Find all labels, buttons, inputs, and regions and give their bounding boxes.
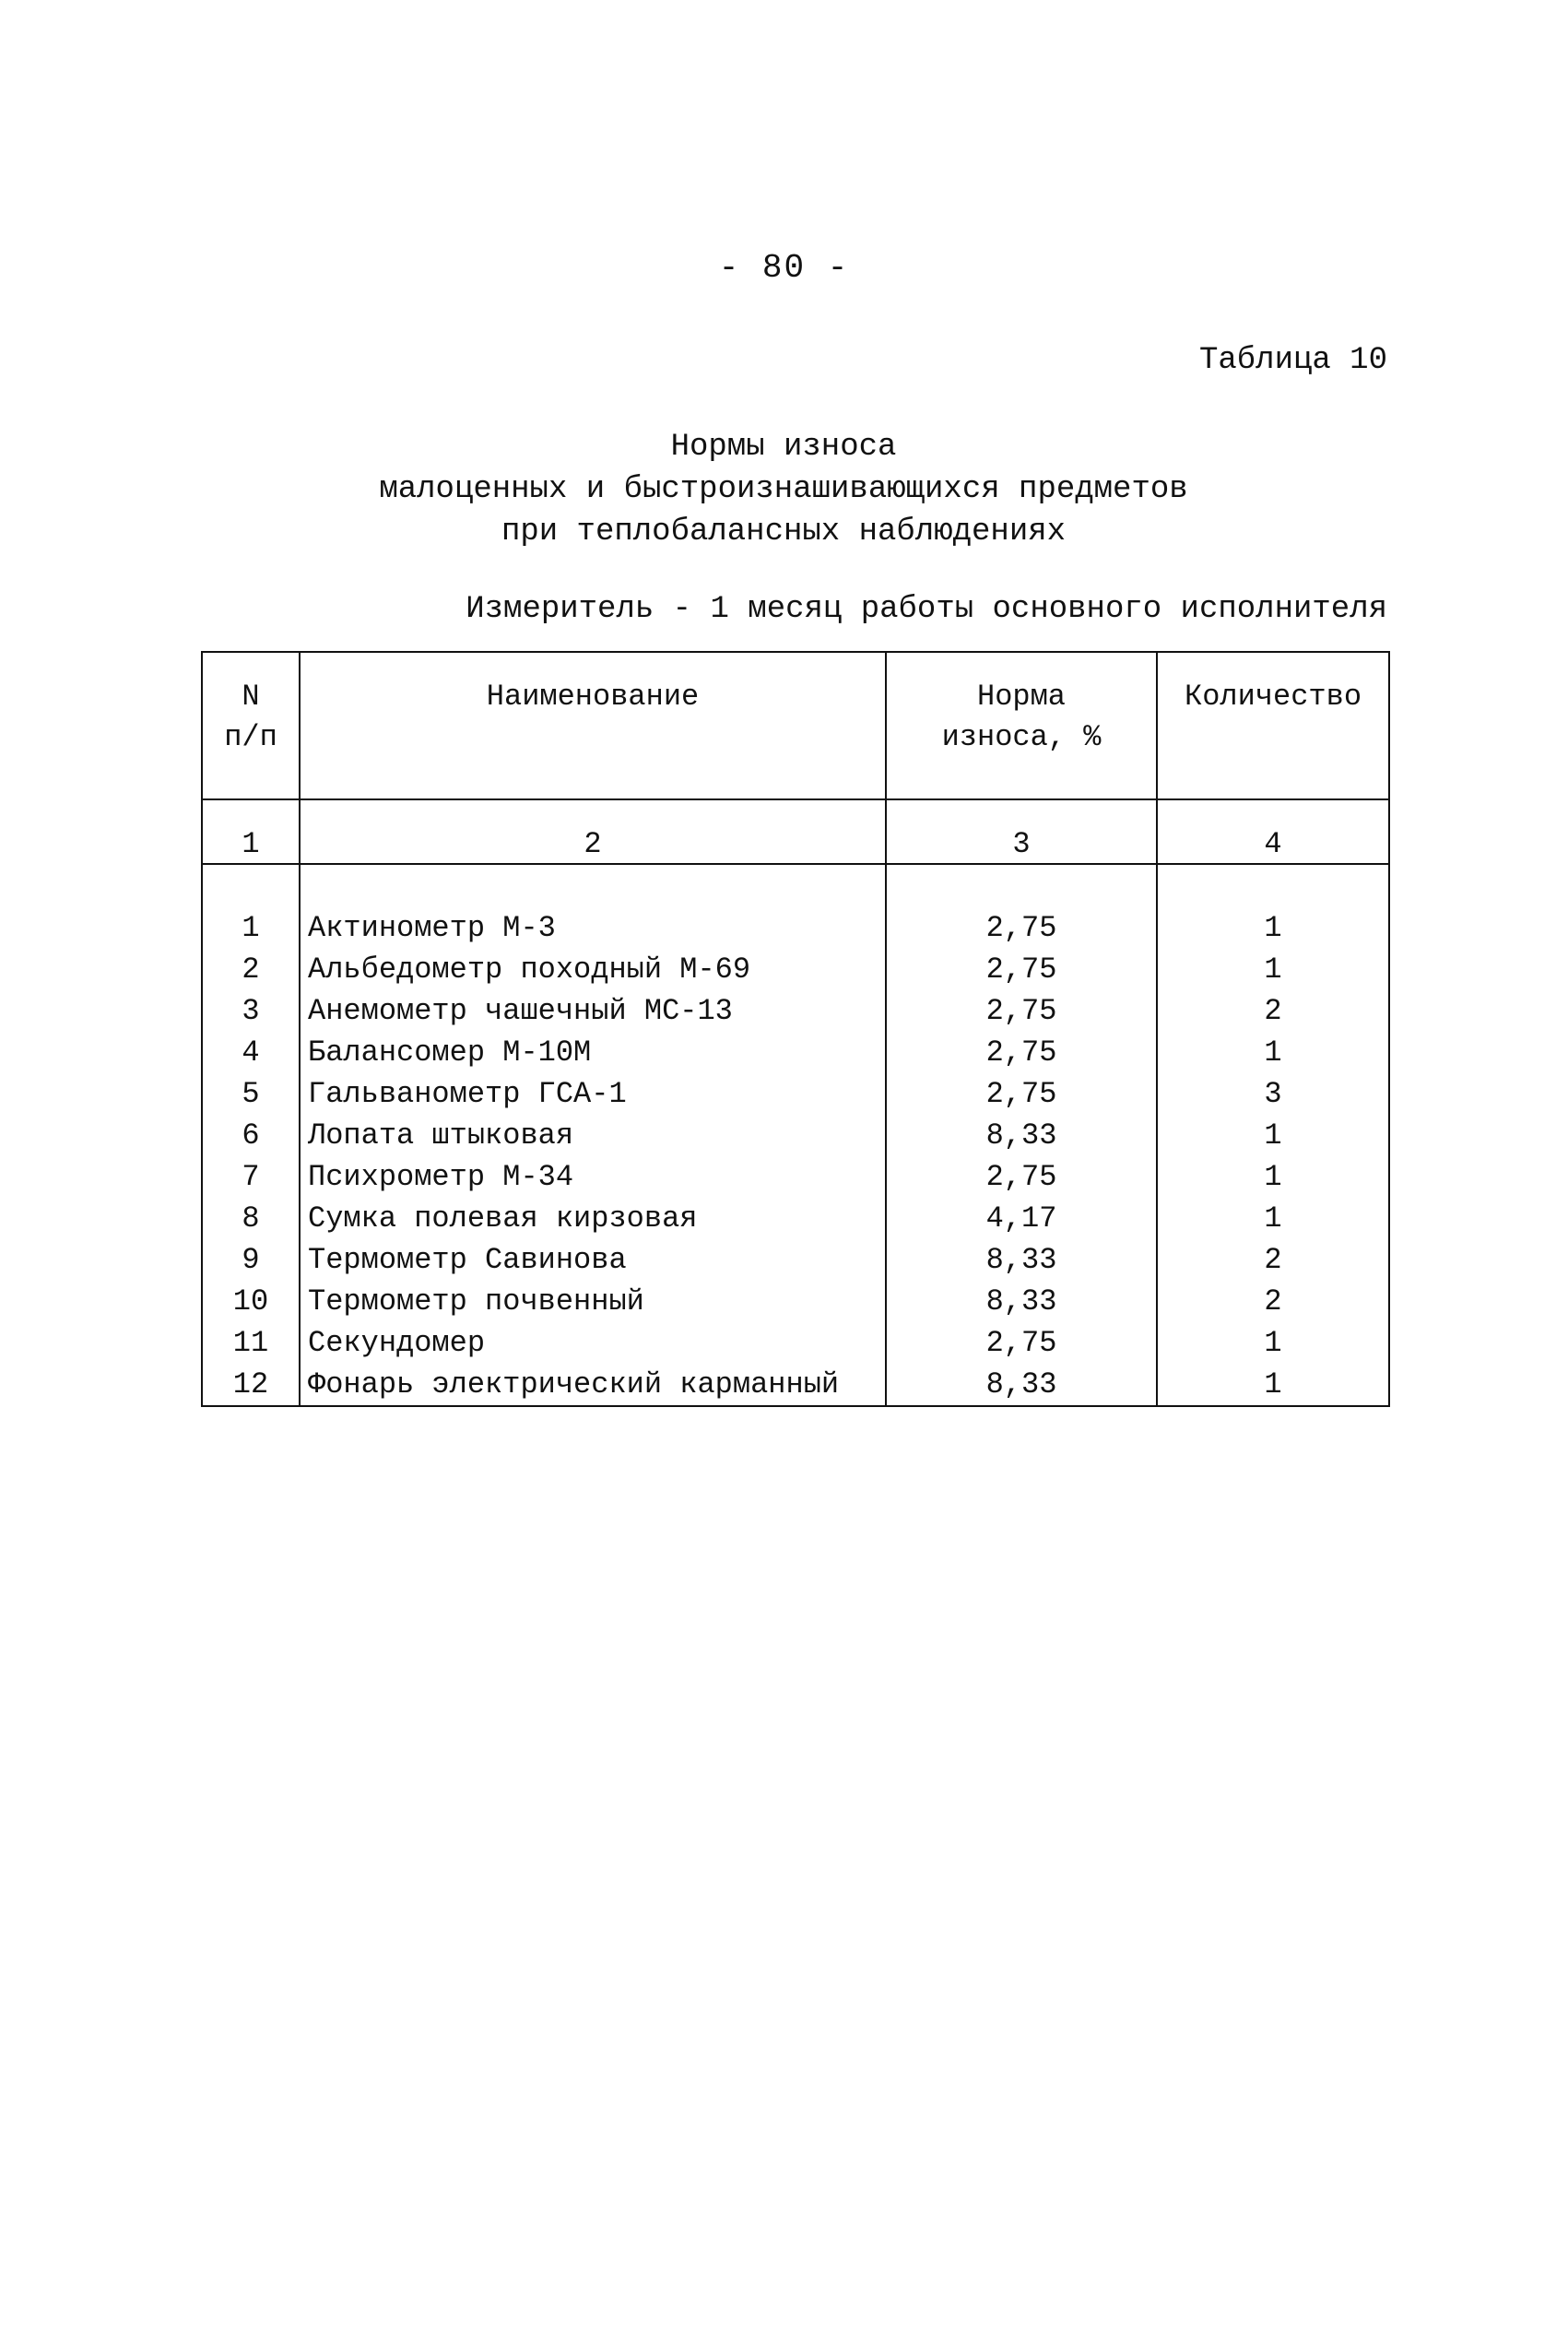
wear-norm: 2,75 [886,1322,1157,1364]
page-number: - 80 - [718,249,850,287]
item-name: Альбедометр походный М-69 [300,949,886,990]
row-number: 1 [202,907,300,949]
wear-norm: 4,17 [886,1198,1157,1239]
header-norm [886,652,1157,799]
quantity: 1 [1157,1156,1389,1198]
table-row [202,1198,1389,1239]
quantity: 1 [1157,949,1389,990]
item-name: Гальванометр ГСА-1 [300,1073,886,1115]
quantity: 3 [1157,1073,1389,1115]
item-name: Фонарь электрический карманный [300,1364,886,1406]
row-number: 2 [202,949,300,990]
spacer-row [202,864,1389,907]
header-number-line-1: N [242,680,260,714]
table-row [202,990,1389,1032]
row-number: 11 [202,1322,300,1364]
table-row [202,907,1389,949]
item-name: Термометр Савинова [300,1239,886,1281]
column-number-3: 3 [886,799,1157,864]
wear-norm: 2,75 [886,907,1157,949]
item-name: Лопата штыковая [300,1115,886,1156]
title-line-2: малоценных и быстроизнашивающихся предметов [379,472,1188,507]
table-header-row [202,652,1389,799]
title-line-3: при теплобалансных наблюдениях [501,514,1067,550]
document-title [277,426,1291,553]
quantity: 1 [1157,1322,1389,1364]
table-row [202,1322,1389,1364]
row-number: 12 [202,1364,300,1406]
table-row [202,1115,1389,1156]
wear-norm: 2,75 [886,1156,1157,1198]
table-row [202,1281,1389,1322]
quantity: 1 [1157,1198,1389,1239]
wear-norm: 8,33 [886,1281,1157,1322]
column-number-1: 1 [202,799,300,864]
item-name: Актинометр М-3 [300,907,886,949]
wear-norm: 8,33 [886,1239,1157,1281]
row-number: 8 [202,1198,300,1239]
wear-norm: 2,75 [886,949,1157,990]
quantity: 2 [1157,1281,1389,1322]
norms-table [201,651,1390,1407]
wear-norm: 2,75 [886,990,1157,1032]
wear-norm: 2,75 [886,1032,1157,1073]
quantity: 1 [1157,1032,1389,1073]
item-name: Термометр почвенный [300,1281,886,1322]
row-number: 6 [202,1115,300,1156]
column-number-4: 4 [1157,799,1389,864]
table-row [202,1073,1389,1115]
row-number: 9 [202,1239,300,1281]
quantity: 1 [1157,1364,1389,1406]
item-name: Анемометр чашечный МС-13 [300,990,886,1032]
row-number: 4 [202,1032,300,1073]
wear-norm: 8,33 [886,1364,1157,1406]
unit-of-measure: Измеритель - 1 месяц работы основного исполнителя [466,592,1387,627]
item-name: Сумка полевая кирзовая [300,1198,886,1239]
row-number: 7 [202,1156,300,1198]
table-row [202,949,1389,990]
item-name: Психрометр М-34 [300,1156,886,1198]
column-number-2: 2 [300,799,886,864]
wear-norm: 2,75 [886,1073,1157,1115]
title-line-1: Нормы износа [670,430,897,465]
header-name: Наименование [300,652,886,799]
item-name: Балансомер М-10М [300,1032,886,1073]
table-label: Таблица 10 [1198,343,1387,378]
header-norm-line-1: Норма [976,680,1066,714]
header-number-line-2: п/п [224,720,277,754]
quantity: 1 [1157,907,1389,949]
header-norm-line-2: износа, % [941,720,1102,754]
row-number: 5 [202,1073,300,1115]
column-numbers-row [202,799,1389,864]
table-row [202,1364,1389,1406]
table-row [202,1156,1389,1198]
table-row [202,1239,1389,1281]
row-number: 10 [202,1281,300,1322]
table-row [202,1032,1389,1073]
quantity: 1 [1157,1115,1389,1156]
item-name: Секундомер [300,1322,886,1364]
row-number: 3 [202,990,300,1032]
wear-norm: 8,33 [886,1115,1157,1156]
header-number [202,652,300,799]
quantity: 2 [1157,990,1389,1032]
header-quantity: Количество [1157,652,1389,799]
quantity: 2 [1157,1239,1389,1281]
